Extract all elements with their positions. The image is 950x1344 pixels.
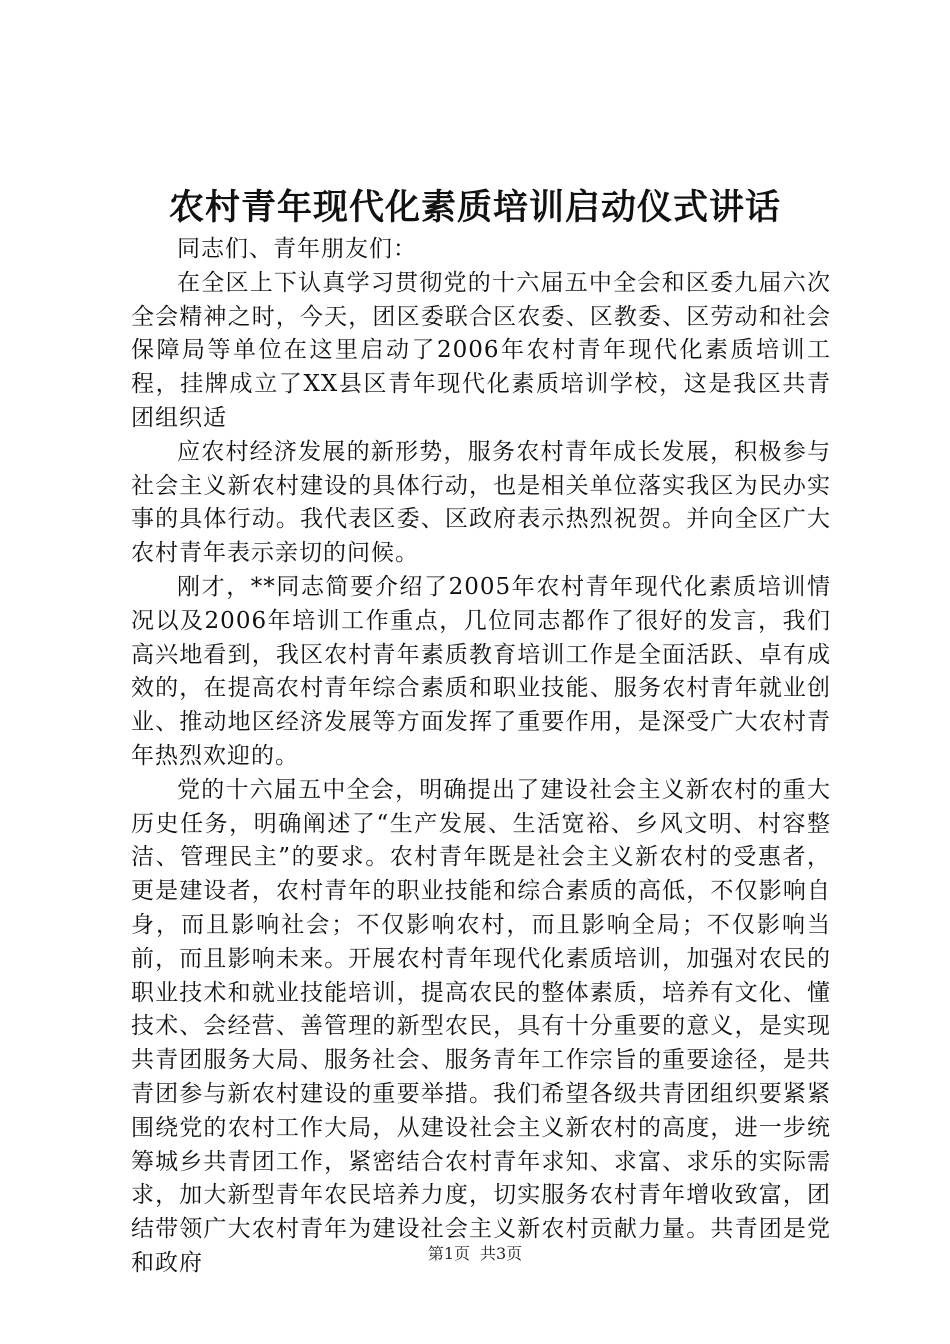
document-title: 农村青年现代化素质培训启动仪式讲话 [168, 187, 781, 228]
paragraph-2: 应农村经济发展的新形势，服务农村青年成长发展，积极参与社会主义新农村建设的具体行动，也是相关单位落实我区为民办实事的具体行动。我代表区委、区政府表示热烈祝贺。并向全区广大农村青年表示亲切的问候。 [131, 438, 831, 567]
paragraph-4: 党的十六届五中全会，明确提出了建设社会主义新农村的重大历史任务，明确阐述了“生产发展、生活宽裕、乡风文明、村容整洁、管理民主”的要求。农村青年既是社会主义新农村的受惠者，更是建设者，农村青年的职业技能和综合素质的高低，不仅影响自身，而且影响社会；不仅影响农村，而且影响全局；不仅影响当前，而且影响未来。开展农村青年现代化素质培训，加强对农民的职业技术和就业技能培训，提高农民的整体素质，培养有文化、懂技术、会经营、善管理的新型农民，具有十分重要的意义，是实现共青团服务大局、服务社会、服务青年工作宗旨的重要途径，是共青团参与新农村建设的重要举措。我们希望各级共青团组织要紧紧围绕党的农村工作大局，从建设社会主义新农村的高度，进一步统筹城乡共青团工作，紧密结合农村青年求知、求富、求乐的实际需求，加大新型青年农民培养力度，切实服务农村青年增收致富，团结带领广大农村青年为建设社会主义新农村贡献力量。共青团是党和政府 [131, 776, 831, 1276]
page-footer [0, 1244, 950, 1264]
paragraph-1: 在全区上下认真学习贯彻党的十六届五中全会和区委九届六次全会精神之时，今天，团区委联合区农委、区教委、区劳动和社会保障局等单位在这里启动了2006年农村青年现代化素质培训工程，挂牌成立了XX县区青年现代化素质培训学校，这是我区共青团组织适 [131, 269, 831, 431]
page-number: 第1页 [427, 1244, 470, 1263]
page-total: 共3页 [480, 1244, 523, 1263]
greeting-line: 同志们、青年朋友们： [177, 236, 417, 262]
document-body [131, 233, 831, 1281]
paragraph-3: 刚才，**同志简要介绍了2005年农村青年现代化素质培训情况以及2006年培训工作重点，几位同志都作了很好的发言，我们高兴地看到，我区农村青年素质教育培训工作是全面活跃、卓有成效的，在提高农村青年综合素质和职业技能、服务农村青年就业创业、推动地区经济发展等方面发挥了重要作用，是深受广大农村青年热烈欢迎的。 [131, 573, 831, 769]
